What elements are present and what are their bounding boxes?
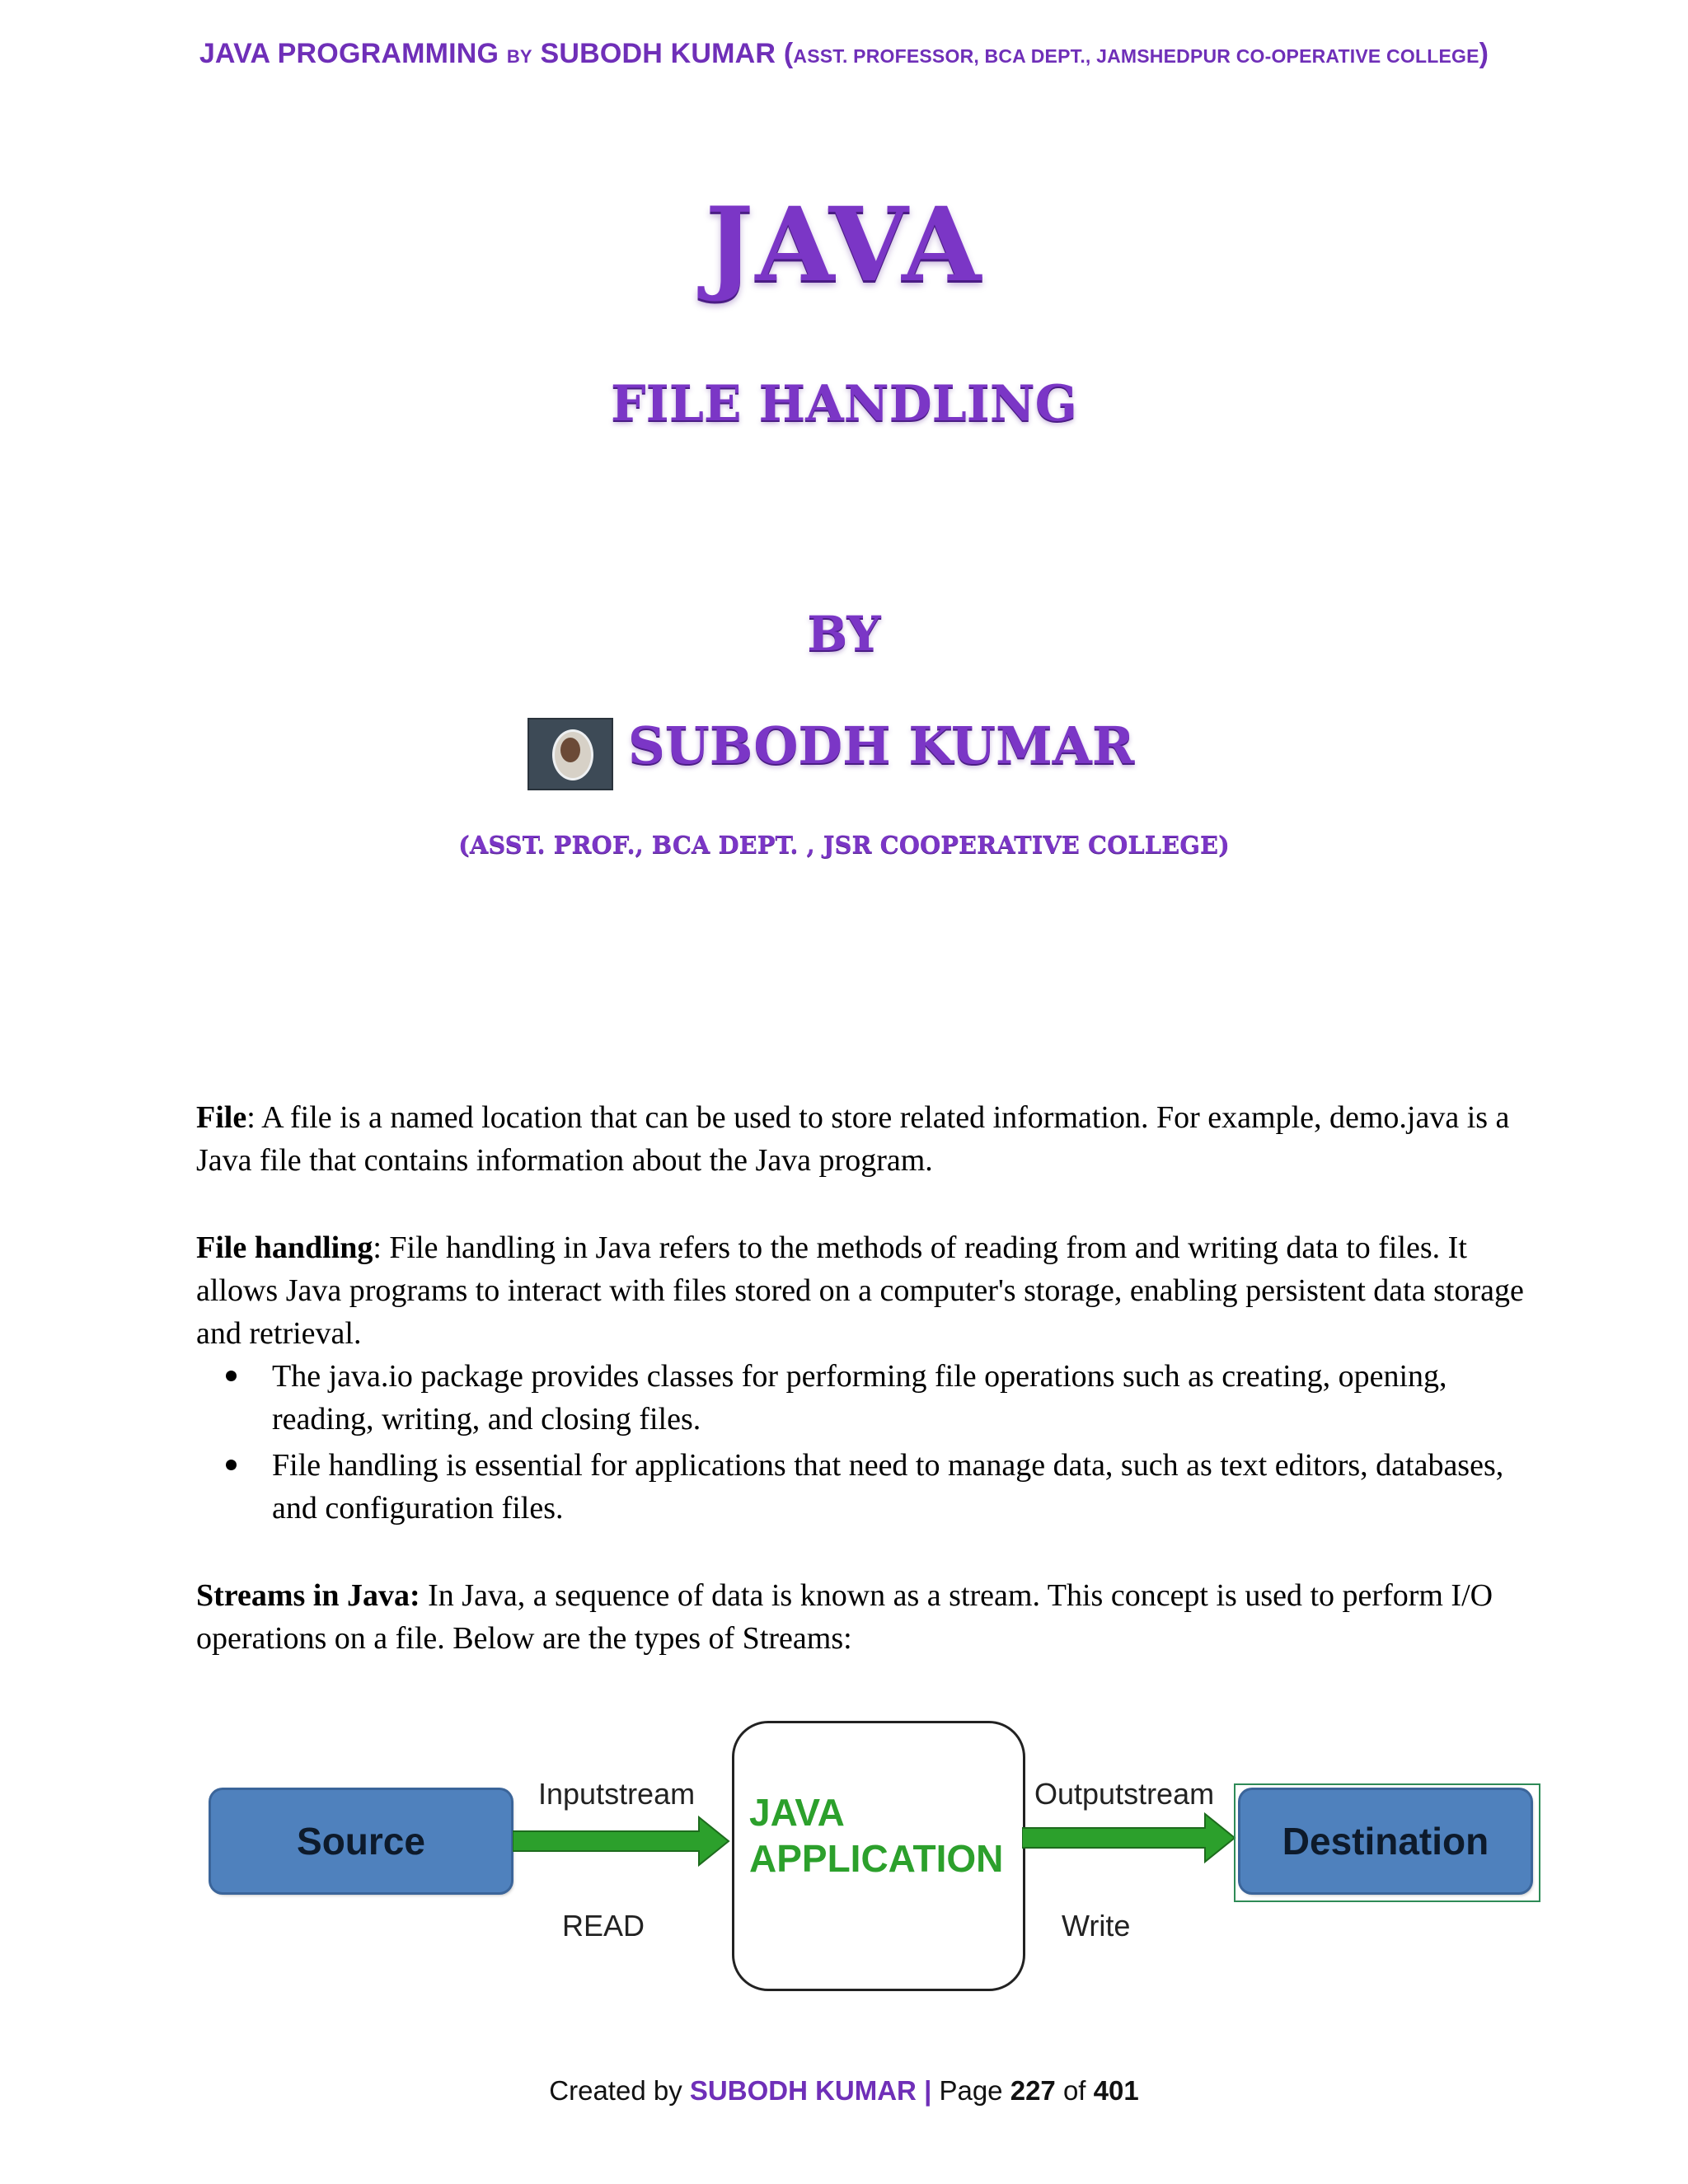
streams-definition (196, 1574, 1548, 1660)
file-handling-text: : File handling in Java refers to the methods of reading from and writing data to files. It allows Java programs to interact with files stored on a computer's storage, enabling persistent data storage and retrieval. (196, 1230, 1524, 1351)
page-title: JAVA (705, 185, 983, 305)
file-text: : A file is a named location that can be used to store related information. For example, demo.java is a Java file that contains information about the Java program. (196, 1100, 1510, 1178)
outputstream-label: Outputstream (1034, 1777, 1215, 1811)
file-definition (196, 1096, 1548, 1182)
footer-page-label: Page (939, 2075, 1003, 2106)
header-affiliation: ASST. PROFESSOR, BCA DEPT., JAMSHEDPUR CO-OPERATIVE COLLEGE (793, 45, 1479, 67)
page-subtitle: FILE HANDLING (611, 375, 1077, 433)
footer-author: SUBODH KUMAR (689, 2075, 917, 2106)
source-box: Source (211, 1790, 511, 1892)
write-label: Write (1062, 1909, 1131, 1943)
header-course: JAVA PROGRAMMING (199, 38, 499, 69)
file-handling-definition (196, 1226, 1548, 1355)
header-close-paren: ) (1479, 38, 1489, 69)
footer-of: of (1062, 2075, 1086, 2106)
avatar-head (560, 738, 580, 762)
running-header (0, 38, 1688, 70)
inputstream-label: Inputstream (538, 1777, 696, 1811)
footer-created-by: Created by (549, 2075, 682, 2106)
stream-diagram (198, 1714, 1550, 1994)
footer-page-total: 401 (1093, 2075, 1139, 2106)
avatar (528, 718, 613, 790)
author-row (0, 715, 1688, 801)
footer-separator: | (924, 2075, 932, 2106)
header-author: SUBODH KUMAR (540, 38, 776, 69)
java-application-label: JAVA APPLICATION (749, 1791, 1004, 1880)
list-item: File handling is essential for applications that need to manage data, such as text editors, databases, and configuration files. (196, 1444, 1548, 1530)
destination-box: Destination (1240, 1790, 1531, 1892)
header-open-paren: ( (783, 38, 794, 69)
file-handling-term: File handling (196, 1230, 373, 1265)
footer-page-number: 227 (1010, 2075, 1056, 2106)
read-label: READ (562, 1909, 645, 1943)
streams-term: Streams in Java: (196, 1578, 420, 1613)
by-label: BY (807, 606, 881, 662)
page-footer (0, 2075, 1688, 2107)
streams-text: In Java, a sequence of data is known as a stream. This concept is used to perform I/O operations on a file. Below are the types of Streams: (196, 1578, 1493, 1656)
bullet-icon (226, 1371, 237, 1381)
java-application-box (732, 1721, 1025, 1991)
author-affiliation: (ASST. PROF., BCA DEPT. , JSR COOPERATIVE COLLEGE) (458, 831, 1230, 859)
file-term: File (196, 1100, 247, 1135)
list-item: The java.io package provides classes for performing file operations such as creating, opening, reading, writing, and closing files. (196, 1355, 1548, 1441)
author-name: SUBODH KUMAR (628, 715, 1135, 776)
input-arrow-icon (513, 1814, 732, 1868)
output-arrow-icon (1022, 1811, 1238, 1865)
header-by: BY (506, 46, 532, 67)
file-handling-bullets (196, 1355, 1548, 1533)
bullet-icon (226, 1460, 237, 1470)
